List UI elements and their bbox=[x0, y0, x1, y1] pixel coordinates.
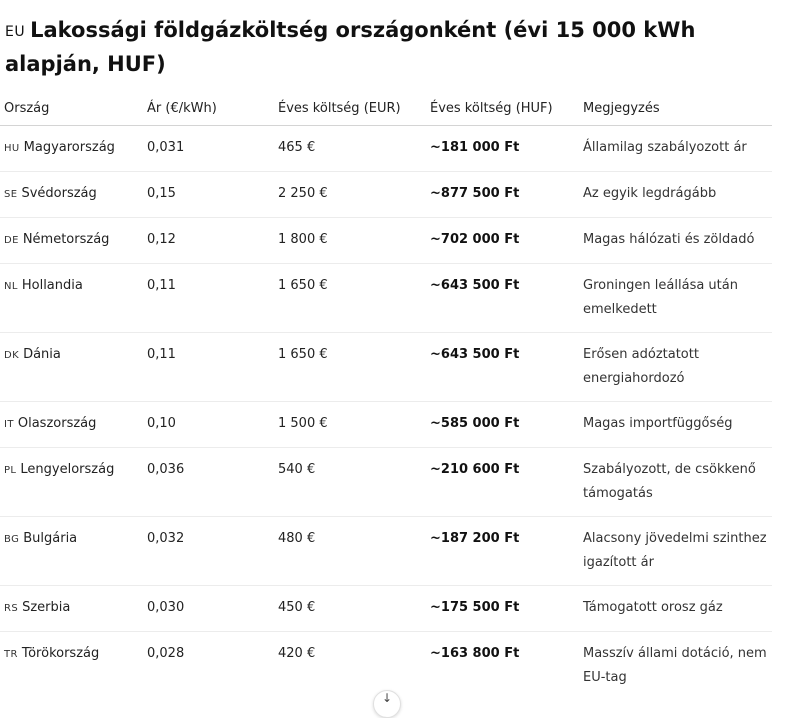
cell-annual-huf: ~163 800 Ft bbox=[430, 646, 520, 661]
country-name: Törökország bbox=[21, 646, 100, 661]
cell-price: 0,10 bbox=[143, 402, 274, 448]
table-row bbox=[0, 448, 772, 517]
cell-annual-eur: 420 € bbox=[278, 646, 316, 661]
header-price: Ár (€/kWh) bbox=[143, 92, 274, 126]
header-country: Ország bbox=[0, 92, 143, 126]
cell-annual-eur: 1 500 € bbox=[274, 402, 426, 448]
cell-annual-huf: ~585 000 Ft bbox=[426, 402, 579, 448]
country-name: Szerbia bbox=[22, 600, 71, 615]
cell-price: 0,036 bbox=[143, 448, 274, 517]
cell-price: 0,11 bbox=[143, 264, 274, 333]
cell-country bbox=[0, 632, 143, 701]
eu-flag-icon: EU bbox=[5, 24, 26, 40]
country-flag-icon: PL bbox=[4, 465, 17, 476]
cell-annual-huf: ~175 500 Ft bbox=[426, 586, 579, 632]
gas-cost-table bbox=[0, 92, 772, 700]
cell-price: 0,032 bbox=[143, 517, 274, 586]
cell-annual-huf: ~643 500 Ft bbox=[426, 333, 579, 402]
cell-annual-huf: ~643 500 Ft bbox=[426, 264, 579, 333]
cell-country bbox=[0, 218, 143, 264]
cell-price: 0,028 bbox=[147, 646, 185, 661]
cell-annual-huf: ~187 200 Ft bbox=[426, 517, 579, 586]
country-name: Lengyelország bbox=[20, 462, 115, 477]
cell-country bbox=[0, 264, 143, 333]
country-name: Bulgária bbox=[23, 531, 78, 546]
cell-price: 0,030 bbox=[143, 586, 274, 632]
cell-annual-eur: 2 250 € bbox=[274, 172, 426, 218]
cell-price: 0,031 bbox=[143, 126, 274, 172]
cell-price: 0,11 bbox=[143, 333, 274, 402]
country-flag-icon: NL bbox=[4, 281, 18, 292]
cell-annual-eur: 1 650 € bbox=[274, 264, 426, 333]
cell-price: 0,12 bbox=[143, 218, 274, 264]
table-row bbox=[0, 586, 772, 632]
country-flag-icon: IT bbox=[4, 419, 14, 430]
country-name: Svédország bbox=[21, 186, 97, 201]
country-name: Magyarország bbox=[23, 140, 115, 155]
cell-annual-huf: ~702 000 Ft bbox=[426, 218, 579, 264]
cell-country bbox=[0, 448, 143, 517]
cell-annual-eur: 540 € bbox=[274, 448, 426, 517]
cell-note: Államilag szabályozott ár bbox=[579, 126, 772, 172]
cell-note: Erősen adóztatott energiahordozó bbox=[579, 333, 772, 402]
cell-annual-huf: ~181 000 Ft bbox=[426, 126, 579, 172]
cell-price: 0,15 bbox=[143, 172, 274, 218]
country-flag-icon: BG bbox=[4, 534, 20, 545]
cell-annual-eur: 480 € bbox=[274, 517, 426, 586]
country-flag-icon: SE bbox=[4, 189, 18, 200]
table-row bbox=[0, 172, 772, 218]
country-flag-icon: TR bbox=[4, 649, 18, 660]
header-annual-eur: Éves költség (EUR) bbox=[274, 92, 426, 126]
cell-annual-eur: 450 € bbox=[274, 586, 426, 632]
country-flag-icon: HU bbox=[4, 143, 20, 154]
cell-note: Támogatott orosz gáz bbox=[579, 586, 772, 632]
country-flag-icon: RS bbox=[4, 603, 19, 614]
cell-note: Alacsony jövedelmi szinthez igazított ár bbox=[579, 517, 772, 586]
table-row bbox=[0, 218, 772, 264]
table-row bbox=[0, 517, 772, 586]
cell-country bbox=[0, 126, 143, 172]
country-name: Dánia bbox=[23, 347, 61, 362]
country-flag-icon: DK bbox=[4, 350, 20, 361]
country-name: Németország bbox=[22, 232, 110, 247]
cell-annual-huf: ~210 600 Ft bbox=[426, 448, 579, 517]
cell-country bbox=[0, 172, 143, 218]
header-annual-huf: Éves költség (HUF) bbox=[426, 92, 579, 126]
cell-note: Magas importfüggőség bbox=[579, 402, 772, 448]
cell-country bbox=[0, 517, 143, 586]
country-name: Hollandia bbox=[21, 278, 83, 293]
cell-annual-eur: 1 800 € bbox=[274, 218, 426, 264]
table-header-row bbox=[0, 92, 772, 126]
cell-country bbox=[0, 402, 143, 448]
scroll-down-button[interactable] bbox=[373, 690, 401, 718]
country-name: Olaszország bbox=[17, 416, 97, 431]
cell-country bbox=[0, 333, 143, 402]
table-row bbox=[0, 402, 772, 448]
cell-country bbox=[0, 586, 143, 632]
table-row bbox=[0, 126, 772, 172]
cell-note: Szabályozott, de csökkenő támogatás bbox=[579, 448, 772, 517]
cell-note: Magas hálózati és zöldadó bbox=[579, 218, 772, 264]
cell-annual-eur: 465 € bbox=[274, 126, 426, 172]
country-flag-icon: DE bbox=[4, 235, 19, 246]
cell-note: Az egyik legdrágább bbox=[579, 172, 772, 218]
table-body bbox=[0, 126, 772, 701]
table-row bbox=[0, 264, 772, 333]
table-row bbox=[0, 333, 772, 402]
header-note: Megjegyzés bbox=[579, 92, 772, 126]
cell-annual-huf: ~877 500 Ft bbox=[426, 172, 579, 218]
title-text: Lakossági földgázköltség országonként (évi 15 000 kWh alapján, HUF) bbox=[5, 18, 696, 76]
page-title bbox=[5, 14, 765, 80]
arrow-down-icon: ↓ bbox=[381, 691, 393, 705]
cell-annual-eur: 1 650 € bbox=[274, 333, 426, 402]
cell-note: Groningen leállása után emelkedett bbox=[579, 264, 772, 333]
cell-note: Masszív állami dotáció, nem EU-tag bbox=[583, 646, 767, 685]
